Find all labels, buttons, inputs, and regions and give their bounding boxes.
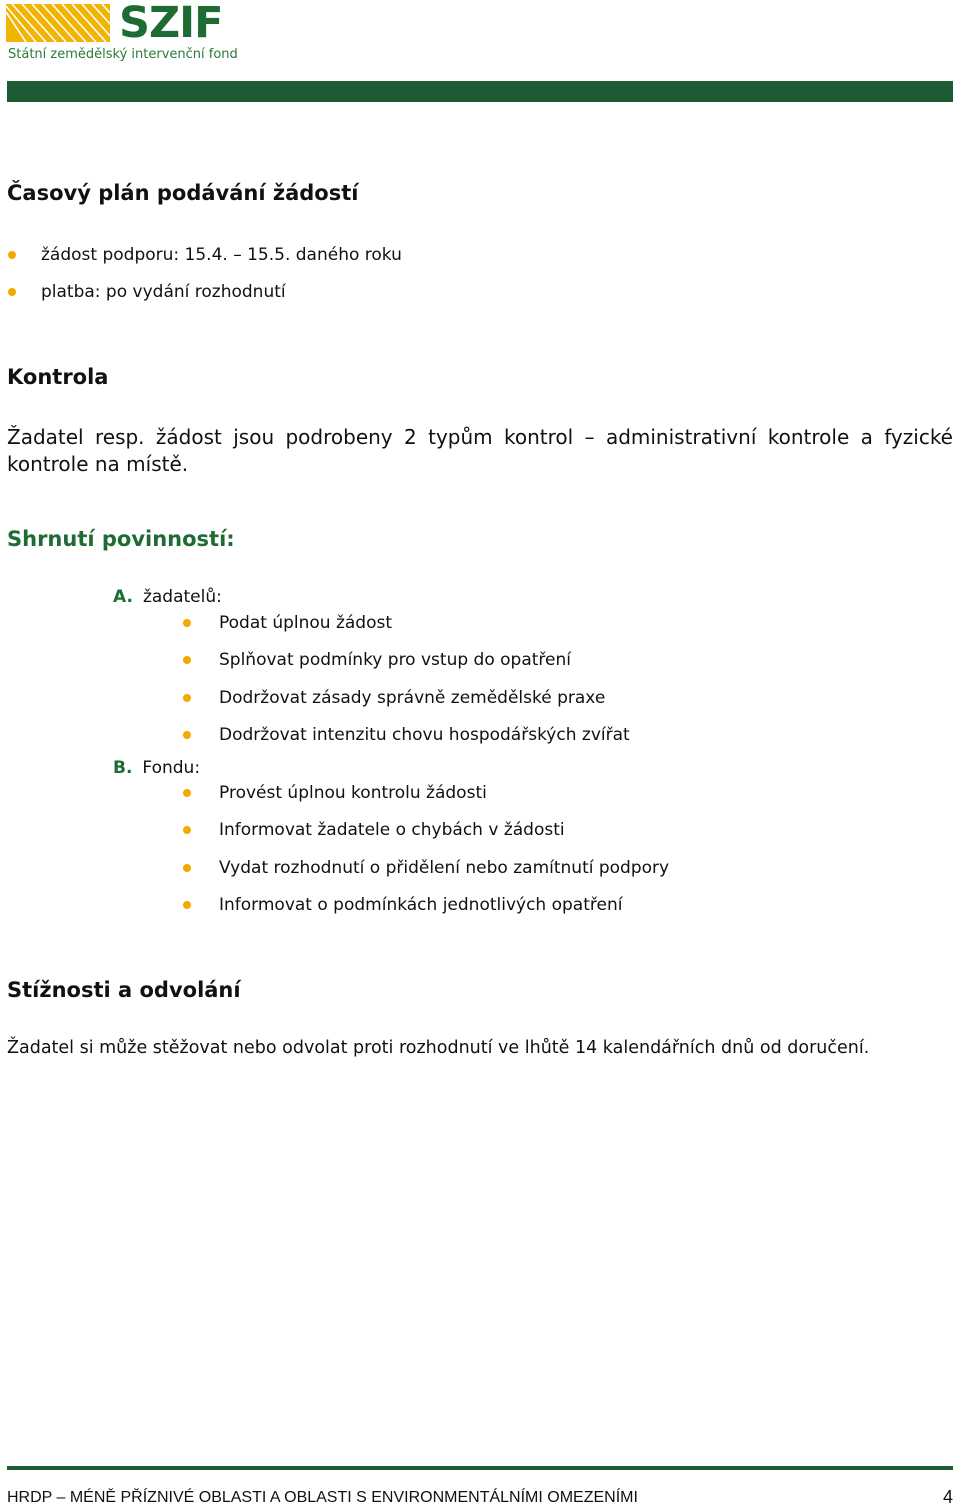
header-bar — [7, 81, 953, 102]
group-a-label: A. žadatelů: — [113, 587, 222, 607]
control-text: Žadatel resp. žádost jsou podrobeny 2 typům kontrol – administrativní kontrole a fyzické kontrole na místě. — [7, 425, 953, 476]
bullet-icon — [183, 619, 191, 627]
list-item: Podat úplnou žádost — [183, 612, 630, 634]
list-item: platba: po vydání rozhodnutí — [7, 281, 402, 303]
bullet-icon — [8, 288, 16, 296]
logo-fields-icon — [6, 4, 110, 42]
footer-rule — [7, 1466, 953, 1470]
page-number: 4 — [942, 1487, 953, 1507]
bullet-icon — [183, 864, 191, 872]
list-item: Dodržovat zásady správně zemědělské praxe — [183, 687, 630, 709]
group-b-label: B. Fondu: — [113, 758, 201, 778]
logo-wordmark: SZIF — [119, 0, 223, 48]
schedule-heading: Časový plán podávání žádostí — [7, 181, 359, 205]
bullet-icon — [183, 656, 191, 664]
list-item: Informovat o podmínkách jednotlivých opatření — [183, 894, 669, 916]
bullet-icon — [8, 251, 16, 259]
list-item: Informovat žadatele o chybách v žádosti — [183, 819, 669, 841]
bullet-icon — [183, 694, 191, 702]
bullet-icon — [183, 789, 191, 797]
complaints-heading: Stížnosti a odvolání — [7, 978, 241, 1002]
schedule-list — [7, 244, 402, 318]
group-b-marker: B. — [113, 758, 133, 778]
applicant-duties-list — [183, 612, 630, 761]
control-heading: Kontrola — [7, 365, 109, 389]
list-item: žádost podporu: 15.4. – 15.5. daného roku — [7, 244, 402, 266]
logo-subtitle: Státní zemědělský intervenční fond — [8, 47, 238, 62]
complaints-text: Žadatel si může stěžovat nebo odvolat proti rozhodnutí ve lhůtě 14 kalendářních dnů od doručení. — [7, 1038, 870, 1058]
duties-heading: Shrnutí povinností: — [7, 527, 235, 551]
bullet-icon — [183, 731, 191, 739]
group-a-marker: A. — [113, 587, 133, 607]
footer-title: HRDP – MÉNĚ PŘÍZNIVÉ OBLASTI A OBLASTI S ENVIRONMENTÁLNÍMI OMEZENÍMI — [7, 1489, 638, 1506]
fund-duties-list — [183, 782, 669, 931]
list-item: Dodržovat intenzitu chovu hospodářských zvířat — [183, 724, 630, 746]
szif-logo — [6, 0, 238, 64]
list-item: Vydat rozhodnutí o přidělení nebo zamítnutí podpory — [183, 857, 669, 879]
bullet-icon — [183, 901, 191, 909]
list-item: Provést úplnou kontrolu žádosti — [183, 782, 669, 804]
bullet-icon — [183, 826, 191, 834]
list-item: Splňovat podmínky pro vstup do opatření — [183, 649, 630, 671]
